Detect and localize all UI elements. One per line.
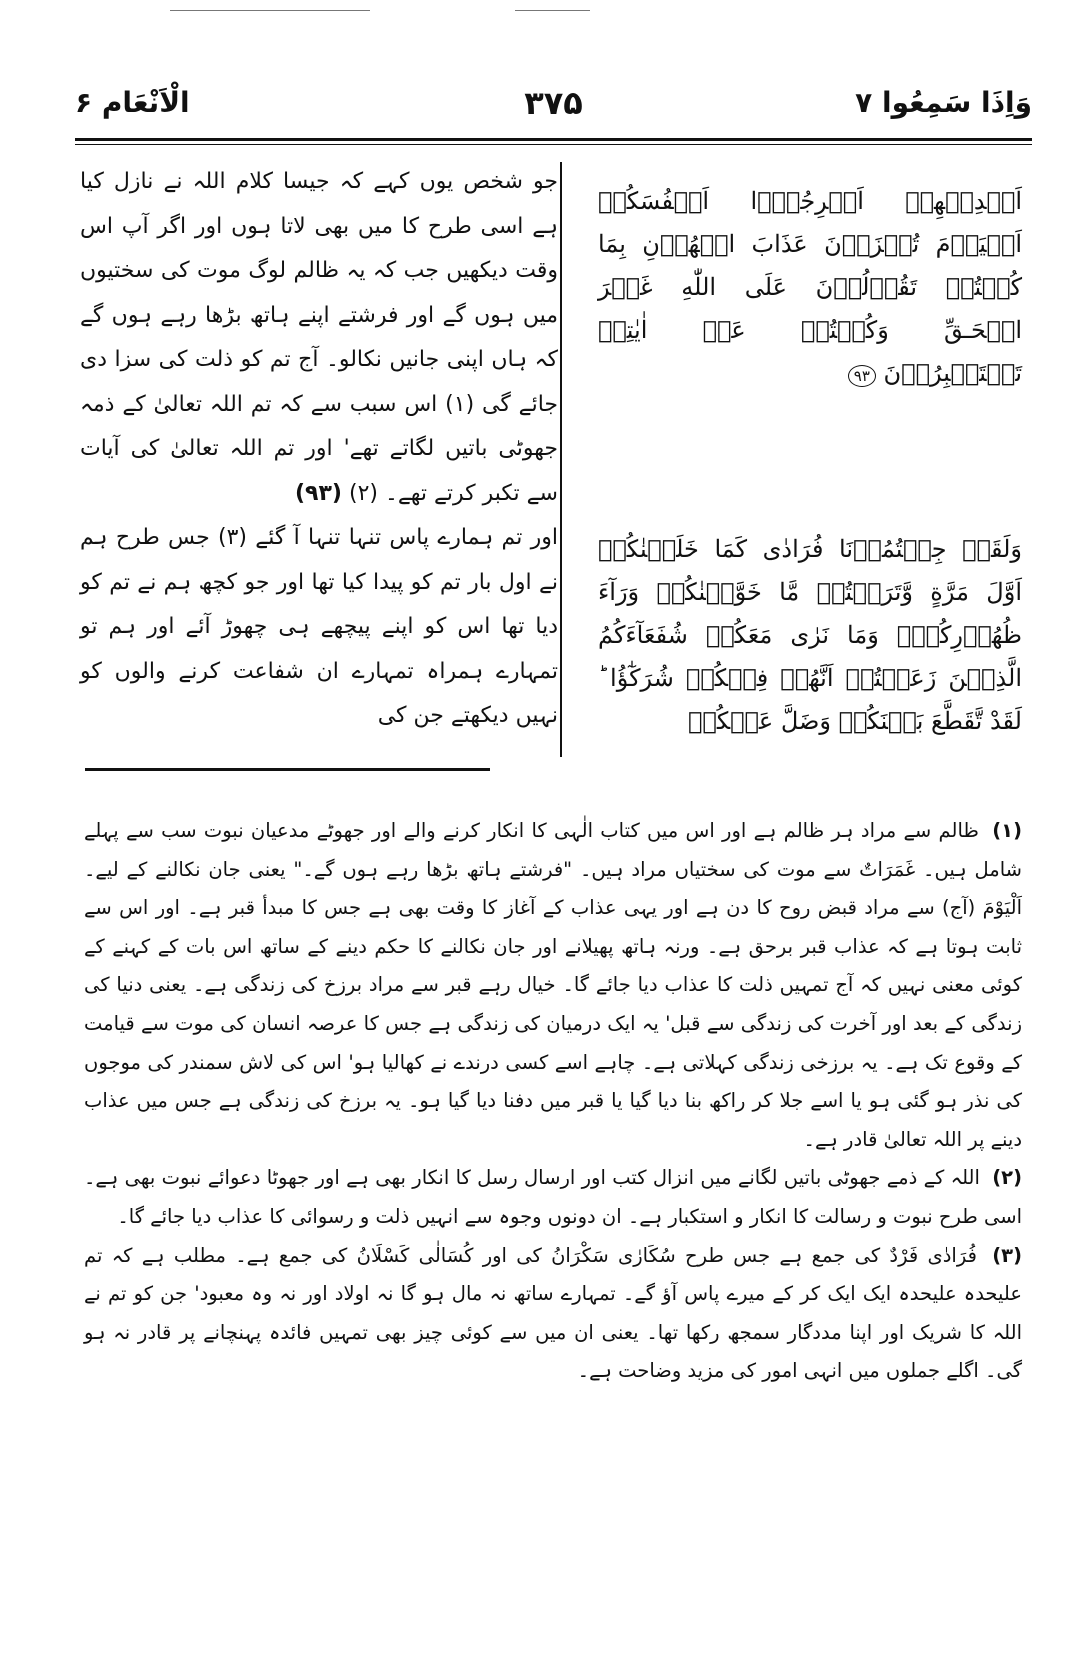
page-number: ۳۷۵ [524,84,583,122]
footnote-3 [84,1237,1022,1391]
header-rule [75,138,1032,141]
verse-number-93: (۹۳) [294,480,342,506]
footnote-number-3: (۳) [992,1243,1022,1267]
quran-text-block-1 [598,180,1022,395]
scan-mark-left [170,10,370,11]
surah-name: وَاِذَا سَمِعُوا ۷ [855,86,1032,119]
translation-column [80,160,558,739]
translation-text-1: جو شخص یوں کہے کہ جیسا کلام اللہ نے نازل کیا ہے اسی طرح کا میں بھی لاتا ہوں اور اگر آپ اس وقت دیکھیں جب کہ یہ ظالم لوگ موت کی سختیوں میں ہوں گے اور فرشتے اپنے ہاتھ بڑھا رہے ہوں گے کہ ہاں اپنی جانیں نکالو۔ آج تم کو ذلت کی سزا دی جائے گی (۱) اس سبب سے کہ تم اللہ تعالیٰ کے ذمہ جھوٹی باتیں لگاتے تھے' اور تم اللہ تعالیٰ کی آیات سے تکبر کرتے تھے۔ (۲) [80,169,558,506]
footnote-text-2: اللہ کے ذمے جھوٹی باتیں لگانے میں انزال کتب اور ارسال رسل کا انکار بھی ہے اور جھوٹا دعوائے نبوت بھی ہے۔ اسی طرح نبوت و رسالت کا انکار و استکبار ہے۔ ان دونوں وجوہ سے انہیں ذلت و رسوائی کا عذاب دیا جائے گا۔ [84,1166,1022,1228]
header-rule-thin [75,144,1032,145]
footnote-number-2: (۲) [992,1166,1022,1190]
footnote-2 [84,1159,1022,1236]
column-divider [560,162,562,757]
ayah-number-marker: ۹۳ [848,365,876,387]
quran-verse-93: اَيۡدِيۡهِمۡ اَخۡرِجُوۡۤا اَنۡفُسَكُمۡ اَلۡيَوۡمَ تُجۡزَوۡنَ عَذَابَ الۡهُوۡنِ بِمَا كُنۡتُمۡ تَقُوۡلُوۡنَ عَلَى اللّٰهِ غَيۡرَ الۡحَـقِّ وَكُنۡتُمۡ عَنۡ اٰيٰتِهٖ تَسۡتَكۡبِرُوۡنَ [598,187,1022,387]
footnote-1 [84,812,1022,1159]
footnote-number-1: (۱) [992,819,1022,842]
footnote-text-3: فُرَادٰی فَرْدٌ کی جمع ہے جس طرح سُكَارٰی سَكْرَانُ کی اور كُسَالٰی كَسْلَانُ کی جمع ہے۔ مطلب ہے کہ تم علیحدہ علیحدہ ایک ایک کر کے میرے پاس آؤ گے۔ تمہارے ساتھ نہ مال ہو گا نہ اولاد اور نہ وہ معبود' جن کو تم نے اللہ کا شریک اور اپنا مددگار سمجھ رکھا تھا۔ یعنی ان میں سے کوئی چیز بھی تمہیں فائدہ پہنچانے پر قادر نہ ہو گی۔ اگلے جملوں میں انہی امور کی مزید وضاحت ہے۔ [84,1243,1022,1383]
footnote-separator [85,768,490,771]
page-header [75,80,1032,142]
scan-mark-right [515,10,590,11]
translation-paragraph-2: اور تم ہمارے پاس تنہا تنہا آ گئے (۳) جس طرح ہم نے اول بار تم کو پیدا کیا تھا اور جو کچھ ہم نے تم کو دیا تھا اس کو اپنے پیچھے ہی چھوڑ آئے اور ہم تو تمہارے ہمراہ تمہارے ان شفاعت کرنے والوں کو نہیں دیکھتے جن کی [80,525,558,728]
juz-name: الْاَنْعَام ۶ [75,86,190,119]
translation-paragraph-1 [80,160,558,516]
footnotes-section [84,812,1022,1391]
quran-text-block-2: وَلَقَدۡ جِئۡتُمُوۡنَا فُرَادٰى كَمَا خَلَقۡنٰكُمۡ اَوَّلَ مَرَّةٍ وَّتَرَكۡتُمۡ مَّا خَوَّلۡنٰكُمۡ وَرَآءَ ظُهُوۡرِكُمۡ‌ۚ وَمَا نَرٰى مَعَكُمۡ شُفَعَآءَكُمُ الَّذِيۡنَ زَعَمۡتُمۡ اَنَّهُمۡ فِيۡكُمۡ شُرَكٰٓؤُا‌ ؕ لَقَدْ تَّقَطَّعَ بَيۡنَكُمۡ وَضَلَّ عَنۡكُمۡ [598,535,1022,735]
footnote-text-1: ظالم سے مراد ہر ظالم ہے اور اس میں کتاب الٰہی کا انکار کرنے والے اور جھوٹے مدعیان نبوت سب سے پہلے شامل ہیں۔ غَمَرَاتٌ سے موت کی سختیاں مراد ہیں۔ "فرشتے ہاتھ بڑھا رہے ہوں گے۔" یعنی جان نکالنے کے لیے۔ اَلْيَوْمَ (آج) سے مراد قبض روح کا دن ہے اور یہی عذاب کے آغاز کا وقت بھی ہے جس کا مبدأ قبر ہے۔ اور اس سے ثابت ہوتا ہے کہ عذاب قبر برحق ہے۔ ورنہ ہاتھ پھیلانے اور جان نکالنے کا حکم دینے کے ساتھ اس بات کے کہنے کے کوئی معنی نہیں کہ آج تمہیں ذلت کا عذاب دیا جائے گا۔ خیال رہے قبر سے مراد برزخ کی زندگی ہے۔ یعنی دنیا کی زندگی کے بعد اور آخرت کی زندگی سے قبل' یہ ایک درمیان کی زندگی ہے جس کا عرصہ انسان کی موت سے قیامت کے وقوع تک ہے۔ یہ برزخی زندگی کہلاتی ہے۔ چاہے اسے کسی درندے نے کھالیا ہو' اس کی لاش سمندر کی موجوں کی نذر ہو گئی ہو یا اسے جلا کر راکھ بنا دیا گیا یا قبر میں دفنا دیا گیا ہو۔ یہ برزخ کی زندگی ہے جس میں عذاب دینے پر اللہ تعالیٰ قادر ہے۔ [84,819,1022,1151]
